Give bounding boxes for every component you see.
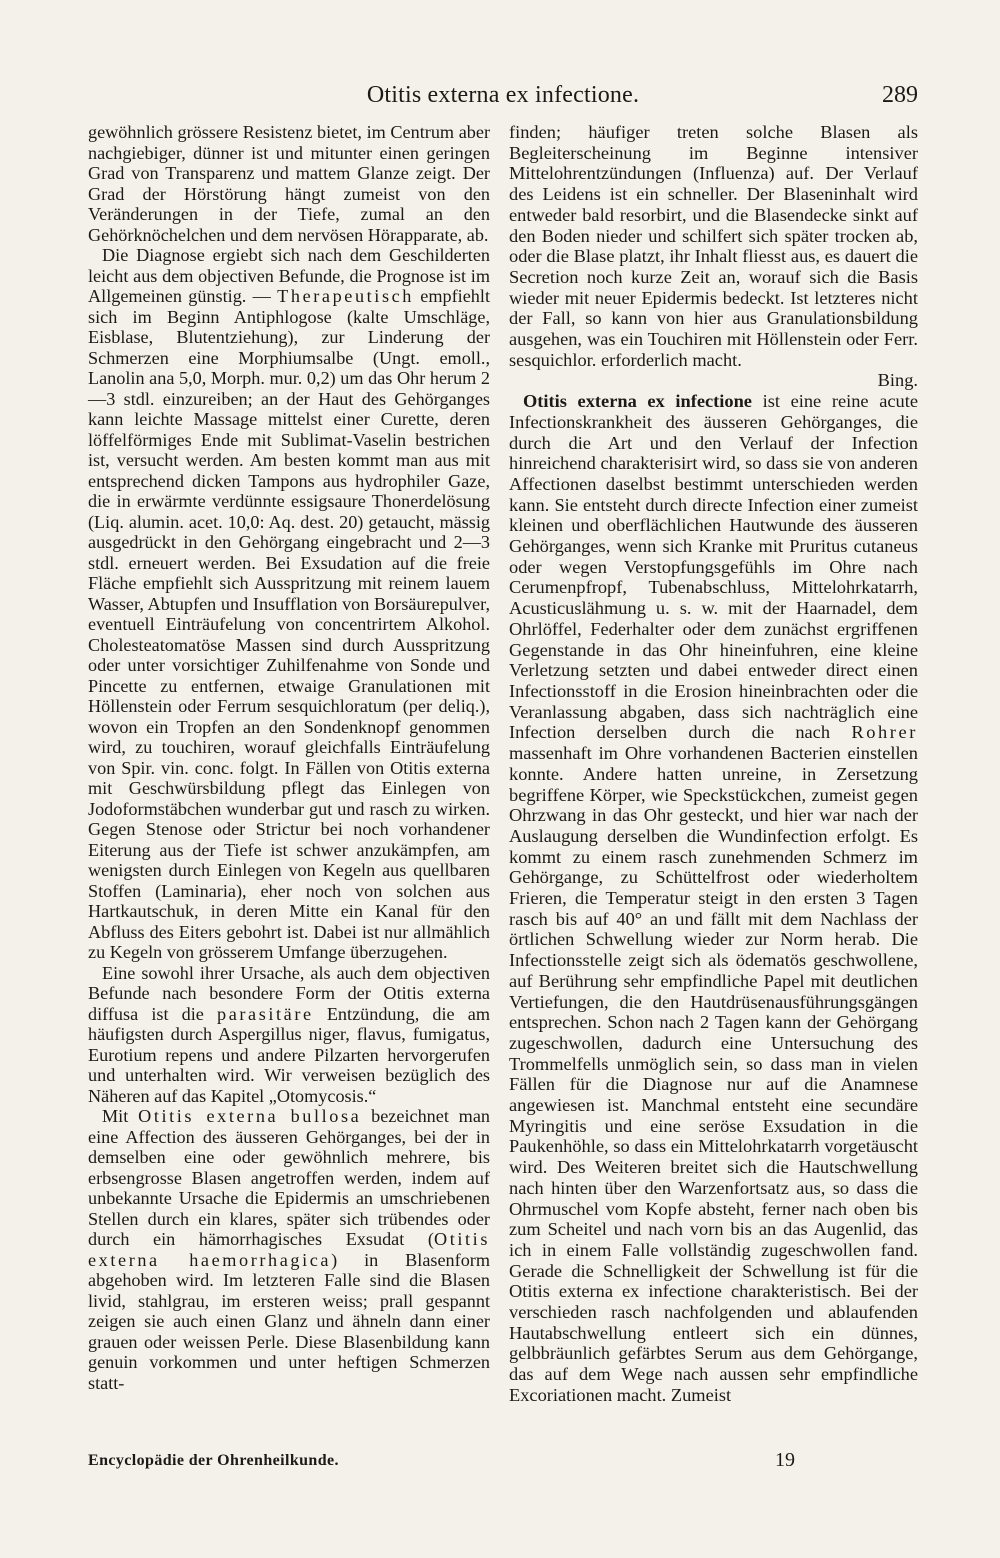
left-column: [88, 122, 490, 1393]
text-run: Eine sowohl ihrer Ursache, als auch dem objectiven Befunde nach besondere Form der Otitis externa diffusa ist die: [88, 962, 490, 1024]
text-run: ist eine reine acute Infectionskrankheit des äusseren Gehörganges, die durch die Art und den Verlauf der Infection hinreichend charakterisirt wird, so dass sie von anderen Affectionen daselbst bestimmt unterschieden werden kann. Sie entsteht durch directe Infection einer zumeist kleinen und oberflächlichen Hautwunde des äusseren Gehörganges, wenn sich Kranke mit Pruritus cutaneus oder wegen Verstopfungsgefühls im Ohre nach Cerumenpfropf, Tubenabschluss, Mittelohrkatarrh, Acusticuslähmung u. s. w. mit der Haarnadel, dem Ohrlöffel, Federhalter oder dem zunächst ergriffenen Gegenstande in das Ohr hineinfuhren, eine kleine Verletzung setzten und dabei entweder direct einen Infectionsstoff in die Erosion hineinbrachten oder die Veranlassung abgaben, dass sich nachträglich eine Infection derselben durch die nach: [509, 391, 918, 743]
section-heading: Otitis externa ex infectione: [523, 391, 752, 412]
author-signature: Bing.: [877, 370, 918, 391]
spaced-term: Otitis externa haemorrhagica: [88, 1229, 490, 1270]
spaced-term: Otitis externa bullosa: [138, 1106, 362, 1126]
paragraph: [88, 245, 490, 963]
text-run: ) in Blasenform abgehoben wird. Im letzteren Falle sind die Blasen livid, stahlgrau, im ersteren weiss; prall gespannt zeigen sie auch einen Glanz und ähneln dann einer grauen oder weissen Perle. Diese Blasenbildung kann genuin vorkommen und unter heftigen Schmerzen statt-: [88, 1249, 490, 1393]
text-run: bezeichnet man eine Affection des äusseren Gehörganges, bei der in demselben eine oder gewöhnlich mehrere, bis erbsengrosse Blasen angetroffen werden, indem auf unbekannte Ursache die Epidermis an umschriebenen Stellen durch ein klares, später sich trübendes oder durch ein hämorrhagisches Exsudat (: [88, 1106, 490, 1249]
spaced-term: Therapeutisch: [277, 286, 414, 306]
footer-source: Encyclopädie der Ohrenheilkunde.: [88, 1452, 339, 1469]
page-number: 289: [882, 82, 918, 108]
paragraph: gewöhnlich grössere Resistenz bietet, im Centrum aber nachgiebiger, dünner ist und mitunter einen geringen Grad von Transparenz und mattem Glanze zeigt. Der Grad der Hörstörung hängt zumeist von den Veränderungen in der Tiefe, zumal an den Gehörknöchelchen und dem nervösen Hörapparate, ab.: [88, 122, 490, 245]
signature-mark: 19: [775, 1449, 795, 1471]
running-head: [88, 82, 918, 112]
text-run: Die Diagnose ergiebt sich nach dem Geschilderten leicht aus dem objectiven Befunde, die Prognose ist im Allgemeinen günstig. —: [88, 245, 490, 306]
right-column: [509, 122, 918, 1406]
paragraph: [88, 963, 490, 1107]
paragraph: [88, 1106, 490, 1393]
paragraph: finden; häufiger treten solche Blasen als Begleiterscheinung im Beginne intensiver Mittelohrentzündungen (Influenza) auf. Der Verlauf des Leidens ist ein schneller. Der Blaseninhalt wird entweder bald resorbirt, und die Blasendecke sinkt auf den Boden nieder und schilfert sich später trocken ab, oder die Blase platzt, ihr Inhalt fliesst aus, es dauert die Secretion noch kurze Zeit an, worauf sich die Basis wieder mit neuer Epidermis bedeckt. Ist letzteres nicht der Fall, so kann von hier aus Granulationsbildung ausgehen, was ein Touchiren mit Höllenstein oder Ferr. sesquichlor. erforderlich macht.: [509, 122, 918, 370]
text-run: empfiehlt sich im Beginn Antiphlogose (kalte Umschläge, Eisblase, Blutentziehung), zur Linderung der Schmerzen eine Morphiumsalbe (Ungt. emoll., Lanolin ana 5,0, Morph. mur. 0,2) um das Ohr herum 2—3 stdl. einzureiben; an der Haut des Gehörganges kann leichte Massage mittelst einer Curette, deren löffelförmiges Ende mit Sublimat-Vaselin bestrichen ist, versucht werden. Am besten kommt man aus mit entsprechend dicken Tampons aus hydrophiler Gaze, die in erwärmte verdünnte essigsaure Thonerdelösung (Liq. alumin. acet. 10,0: Aq. dest. 20) getaucht, mässig ausgedrückt in den Gehörgang eingebracht und 2—3 stdl. erneuert werden. Bei Exsudation auf die freie Fläche empfiehlt sich Ausspritzung mit reinem lauem Wasser, Abtupfen und Insufflation von Borsäurepulver, eventuell Einträufelung von concentrirtem Alkohol. Cholesteatomatöse Massen sind durch Ausspritzung oder unter vorsichtiger Zuhilfenahme von Sonde und Pincette zu entfernen, etwaige Granulationen mit Höllenstein oder Ferrum sesquichloratum (per deliq.), wovon ein Tropfen an den Sondenknopf genommen wird, zu touchiren, worauf gleichfalls Einträufelung von Spir. vin. conc. folgt. In Fällen von Otitis externa mit Geschwürsbildung pflegt das Einlegen von Jodoformstäbchen wunderbar gut und rasch zu wirken. Gegen Stenose oder Strictur bei noch vorhandener Eiterung aus der Tiefe ist schwer anzukämpfen, am wenigsten durch Einlegen von Kegeln aus quellbaren Stoffen (Laminaria), eher noch von solchen aus Hartkautschuk, in deren Mitte ein Kanal für den Abfluss des Eiters gebohrt ist. Dabei ist nur allmählich zu Kegeln von grösserem Umfange überzugehen.: [88, 286, 491, 962]
spaced-term: Rohrer: [851, 722, 918, 743]
text-run: Mit: [102, 1106, 139, 1126]
page-title: Otitis externa ex infectione.: [366, 82, 640, 108]
text-run: Entzündung, die am häufigsten durch Aspergillus niger, flavus, fumigatus, Eurotium repens und andere Pilzarten hervorgerufen und unterhalten wird. Wir verweisen bezüglich des Näheren auf das Kapitel „Otomycosis.“: [88, 1003, 490, 1106]
text-run: massenhaft im Ohre vorhandenen Bacterien einstellen konnte. Andere hatten unreine, in Zersetzung begriffene Körper, wie Speckstückchen, zumeist gegen Ohrzwang in das Ohr gesteckt, und hier war nach der Auslaugung derselben die Wundinfection erfolgt. Es kommt zu einem rasch zunehmenden Schmerz im Gehörgange, zu Schüttelfrost oder wiederholtem Frieren, die Temperatur steigt in den ersten 3 Tagen rasch bis auf 40° an und fällt mit dem Nachlass der örtlichen Schwellung wieder zur Norm herab. Die Infectionsstelle zeigt sich als ödematös geschwollene, auf Berührung sehr empfindliche Papel mit deutlichen Vertiefungen, die den Hautdrüsenausführungsgängen entsprechen. Schon nach 2 Tagen kann der Gehörgang zugeschwollen, dadurch eine Untersuchung des Trommelfells unmöglich sein, so dass man in vielen Fällen für die Diagnose nur auf die Anamnese angewiesen ist. Manchmal entsteht eine secundäre Myringitis und eine seröse Exsudation in die Paukenhöhle, so dass ein Mittelohrkatarrh vorgetäuscht wird. Des Weiteren breitet sich die Hautschwellung nach hinten über den Warzenfortsatz aus, so dass die Ohrmuschel vom Kopfe absteht, ferner nach oben bis zum Scheitel und nach vorn bis an das Augenlid, das ich in einem Falle vollständig zugeschwollen fand. Gerade die Schnelligkeit der Schwellung ist für die Otitis externa ex infectione charakteristisch. Bei der verschieden rasch nachfolgenden und ablaufenden Hautabschwellung entleert sich ein dünnes, gelbbräunlich gefärbtes Serum aus dem Gehörgange, das auf dem Wege nach aussen sehr empfindliche Excoriationen macht. Zumeist: [509, 743, 918, 1405]
spaced-term: parasitäre: [217, 1003, 314, 1024]
paragraph: [509, 391, 918, 1405]
